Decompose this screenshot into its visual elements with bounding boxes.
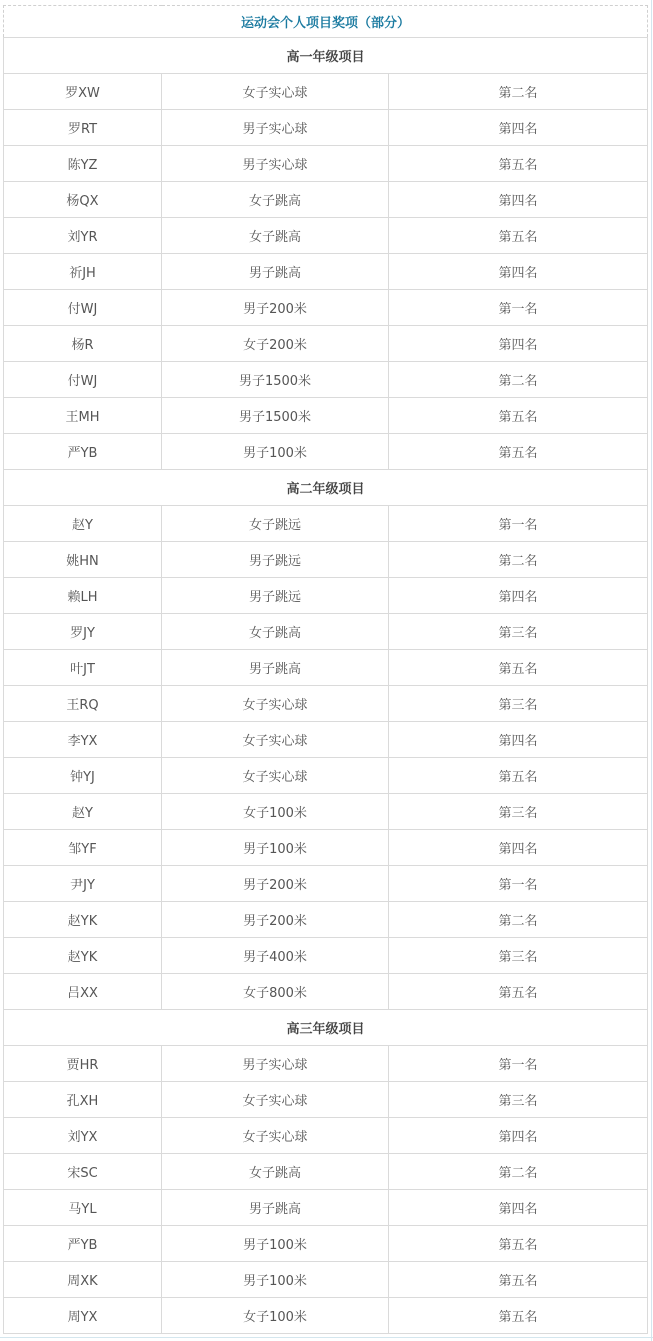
name-cell: 赵YK (4, 902, 162, 938)
name-cell: 杨QX (4, 182, 162, 218)
name-cell: 罗RT (4, 110, 162, 146)
table-row (4, 1298, 648, 1334)
rank-cell: 第四名 (389, 830, 648, 866)
rank-cell: 第一名 (389, 1046, 648, 1082)
table-row (4, 218, 648, 254)
name-cell: 赵YK (4, 938, 162, 974)
table-row (4, 542, 648, 578)
table-row (4, 866, 648, 902)
name-cell: 王MH (4, 398, 162, 434)
table-row (4, 362, 648, 398)
name-cell: 罗JY (4, 614, 162, 650)
rank-cell: 第五名 (389, 146, 648, 182)
event-cell: 男子100米 (162, 434, 389, 470)
name-cell: 马YL (4, 1190, 162, 1226)
rank-cell: 第五名 (389, 1226, 648, 1262)
name-cell: 祈JH (4, 254, 162, 290)
table-row (4, 146, 648, 182)
name-cell: 杨R (4, 326, 162, 362)
group-heading-row (4, 1010, 648, 1046)
name-cell: 王RQ (4, 686, 162, 722)
name-cell: 钟YJ (4, 758, 162, 794)
event-cell: 女子200米 (162, 326, 389, 362)
name-cell: 周YX (4, 1298, 162, 1334)
rank-cell: 第四名 (389, 254, 648, 290)
rank-cell: 第二名 (389, 902, 648, 938)
event-cell: 女子实心球 (162, 722, 389, 758)
rank-cell: 第二名 (389, 74, 648, 110)
event-cell: 男子跳高 (162, 650, 389, 686)
rank-cell: 第五名 (389, 398, 648, 434)
event-cell: 男子跳远 (162, 578, 389, 614)
name-cell: 叶JT (4, 650, 162, 686)
rank-cell: 第四名 (389, 722, 648, 758)
table-row (4, 1082, 648, 1118)
rank-cell: 第四名 (389, 110, 648, 146)
rank-cell: 第四名 (389, 326, 648, 362)
table-row (4, 794, 648, 830)
awards-table (3, 5, 648, 1334)
rank-cell: 第五名 (389, 758, 648, 794)
event-cell: 女子实心球 (162, 1082, 389, 1118)
table-row (4, 938, 648, 974)
name-cell: 孔XH (4, 1082, 162, 1118)
rank-cell: 第二名 (389, 1154, 648, 1190)
rank-cell: 第一名 (389, 290, 648, 326)
name-cell: 贾HR (4, 1046, 162, 1082)
rank-cell: 第二名 (389, 362, 648, 398)
table-row (4, 830, 648, 866)
rank-cell: 第一名 (389, 866, 648, 902)
table-row (4, 1046, 648, 1082)
event-cell: 女子实心球 (162, 1118, 389, 1154)
awards-table-body (4, 6, 648, 1334)
name-cell: 刘YR (4, 218, 162, 254)
event-cell: 女子实心球 (162, 74, 389, 110)
event-cell: 女子实心球 (162, 758, 389, 794)
event-cell: 男子跳高 (162, 254, 389, 290)
name-cell: 邹YF (4, 830, 162, 866)
name-cell: 姚HN (4, 542, 162, 578)
name-cell: 严YB (4, 1226, 162, 1262)
table-row (4, 506, 648, 542)
event-cell: 男子200米 (162, 290, 389, 326)
event-cell: 男子200米 (162, 902, 389, 938)
event-cell: 女子实心球 (162, 686, 389, 722)
event-cell: 男子400米 (162, 938, 389, 974)
rank-cell: 第三名 (389, 794, 648, 830)
table-row (4, 722, 648, 758)
table-row (4, 326, 648, 362)
event-cell: 男子跳高 (162, 1190, 389, 1226)
title-row (4, 6, 648, 38)
name-cell: 付WJ (4, 290, 162, 326)
rank-cell: 第三名 (389, 686, 648, 722)
group-heading: 高二年级项目 (4, 470, 648, 506)
event-cell: 女子跳高 (162, 182, 389, 218)
table-row (4, 110, 648, 146)
table-row (4, 650, 648, 686)
event-cell: 男子1500米 (162, 398, 389, 434)
group-heading: 高三年级项目 (4, 1010, 648, 1046)
rank-cell: 第五名 (389, 434, 648, 470)
name-cell: 赵Y (4, 506, 162, 542)
rank-cell: 第三名 (389, 614, 648, 650)
table-row (4, 1226, 648, 1262)
event-cell: 女子100米 (162, 794, 389, 830)
rank-cell: 第四名 (389, 1190, 648, 1226)
table-row (4, 74, 648, 110)
rank-cell: 第五名 (389, 1262, 648, 1298)
event-cell: 女子跳高 (162, 1154, 389, 1190)
table-row (4, 182, 648, 218)
event-cell: 男子100米 (162, 1226, 389, 1262)
table-row (4, 1190, 648, 1226)
rank-cell: 第三名 (389, 938, 648, 974)
event-cell: 男子1500米 (162, 362, 389, 398)
name-cell: 尹JY (4, 866, 162, 902)
table-row (4, 254, 648, 290)
group-heading-row (4, 38, 648, 74)
event-cell: 男子100米 (162, 1262, 389, 1298)
event-cell: 女子跳高 (162, 614, 389, 650)
event-cell: 男子200米 (162, 866, 389, 902)
rank-cell: 第五名 (389, 218, 648, 254)
name-cell: 付WJ (4, 362, 162, 398)
group-heading-row (4, 470, 648, 506)
name-cell: 吕XX (4, 974, 162, 1010)
event-cell: 男子100米 (162, 830, 389, 866)
event-cell: 女子跳远 (162, 506, 389, 542)
event-cell: 男子跳远 (162, 542, 389, 578)
rank-cell: 第五名 (389, 650, 648, 686)
event-cell: 女子100米 (162, 1298, 389, 1334)
name-cell: 赖LH (4, 578, 162, 614)
name-cell: 宋SC (4, 1154, 162, 1190)
event-cell: 女子800米 (162, 974, 389, 1010)
event-cell: 男子实心球 (162, 1046, 389, 1082)
table-row (4, 902, 648, 938)
name-cell: 罗XW (4, 74, 162, 110)
rank-cell: 第一名 (389, 506, 648, 542)
rank-cell: 第五名 (389, 974, 648, 1010)
table-row (4, 974, 648, 1010)
rank-cell: 第四名 (389, 1118, 648, 1154)
right-border-line (651, 0, 652, 1341)
rank-cell: 第四名 (389, 182, 648, 218)
group-heading: 高一年级项目 (4, 38, 648, 74)
event-cell: 女子跳高 (162, 218, 389, 254)
table-row (4, 578, 648, 614)
name-cell: 赵Y (4, 794, 162, 830)
table-row (4, 434, 648, 470)
table-title: 运动会个人项目奖项（部分） (4, 6, 648, 38)
table-row (4, 614, 648, 650)
table-row (4, 398, 648, 434)
name-cell: 李YX (4, 722, 162, 758)
table-row (4, 758, 648, 794)
table-row (4, 1118, 648, 1154)
table-row (4, 1154, 648, 1190)
name-cell: 陈YZ (4, 146, 162, 182)
event-cell: 男子实心球 (162, 146, 389, 182)
table-row (4, 1262, 648, 1298)
name-cell: 严YB (4, 434, 162, 470)
table-row (4, 290, 648, 326)
rank-cell: 第四名 (389, 578, 648, 614)
rank-cell: 第五名 (389, 1298, 648, 1334)
name-cell: 刘YX (4, 1118, 162, 1154)
event-cell: 男子实心球 (162, 110, 389, 146)
rank-cell: 第二名 (389, 542, 648, 578)
name-cell: 周XK (4, 1262, 162, 1298)
bottom-border-line (0, 1337, 653, 1338)
rank-cell: 第三名 (389, 1082, 648, 1118)
table-row (4, 686, 648, 722)
